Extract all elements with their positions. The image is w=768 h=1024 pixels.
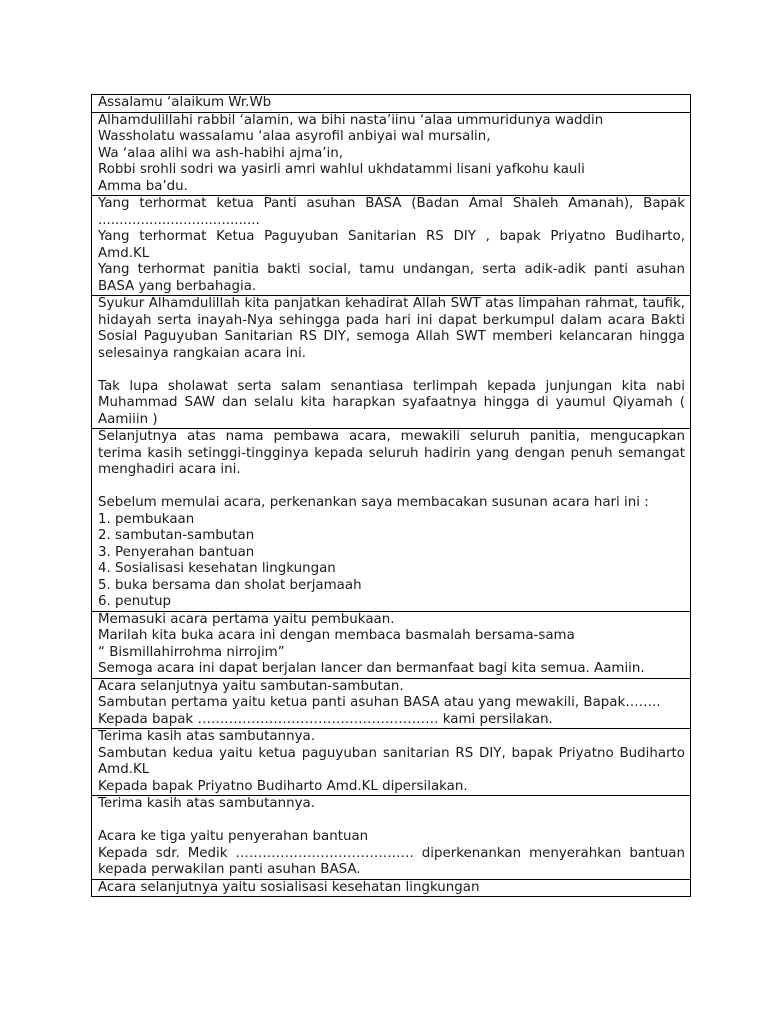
table-row: [92, 729, 691, 796]
text-line: Semoga acara ini dapat berjalan lancer dan bermanfaat bagi kita semua. Aamiin.: [98, 661, 645, 676]
table-row: [92, 429, 691, 612]
first-speech-cell: [92, 678, 691, 729]
text-line: Kepada bapak ……………………………………………… kami persilakan.: [98, 711, 553, 727]
text-line: Wa ‘alaa alihi wa ash-habihi ajma’in,: [98, 145, 343, 161]
text-paragraph: Sambutan kedua yaitu ketua paguyuban sanitarian RS DIY, bapak Priyatno Budiharto Amd.KL: [98, 745, 685, 777]
honored-guests-cell: [92, 196, 691, 296]
opening-cell: [92, 611, 691, 678]
text-line: Terima kasih atas sambutannya.: [98, 729, 315, 744]
table-row: [92, 796, 691, 880]
text-line: Alhamdulillahi rabbil ‘alamin, wa bihi nasta’iinu ‘alaa ummuridunya waddin: [98, 112, 604, 128]
health-socialization-cell: [92, 879, 691, 897]
text-paragraph: Tak lupa sholawat serta salam senantiasa terlimpah kepada junjungan kita nabi Muhammad SAW dan selalu kita harapkan syafaatnya hingga di yaumul Qiyamah ( Aamiiin ): [98, 378, 685, 427]
table-row: [92, 196, 691, 296]
event-script-table: [91, 94, 691, 897]
text-line: Acara selanjutnya yaitu sambutan-sambutan.: [98, 678, 404, 694]
text-line: Marilah kita buka acara ini dengan membaca basmalah bersama-sama: [98, 628, 575, 643]
table-row: [92, 678, 691, 729]
table-row: [92, 95, 691, 113]
text-paragraph: Selanjutnya atas nama pembawa acara, mewakili seluruh panitia, mengucapkan terima kasih setinggi-tingginya kepada seluruh hadirin yang dengan penuh semangat menghadiri acara ini.: [98, 429, 685, 477]
text-line: Amma ba’du.: [98, 178, 188, 194]
text-line: “ Bismillahirrohma nirrojim”: [98, 644, 285, 660]
text-paragraph: Kepada sdr. Medik …………………………………. diperkenankan menyerahkan bantuan kepada perwakilan panti asuhan BASA.: [98, 845, 685, 877]
blank-line: [98, 813, 685, 830]
greeting-cell: [92, 95, 691, 113]
agenda-item: 2. sambutan-sambutan: [98, 528, 255, 543]
agenda-lead: Sebelum memulai acara, perkenankan saya membacakan susunan acara hari ini :: [98, 495, 649, 510]
text-paragraph: Sambutan pertama yaitu ketua panti asuhan BASA atau yang mewakili, Bapak……..: [98, 695, 661, 710]
second-speech-cell: [92, 729, 691, 796]
text-line: Wassholatu wassalamu ‘alaa asyrofil anbiyai wal mursalin,: [98, 129, 491, 144]
agenda-item: 6. penutup: [98, 594, 171, 609]
text-line: Acara selanjutnya yaitu sosialisasi kesehatan lingkungan: [98, 879, 480, 895]
table-row: [92, 611, 691, 678]
text-paragraph: Yang terhormat panitia bakti social, tamu undangan, serta adik-adik panti asuhan BASA yang berbahagia.: [98, 262, 685, 294]
text-line: Kepada bapak Priyatno Budiharto Amd.KL dipersilakan.: [98, 778, 468, 794]
text-paragraph: Yang terhormat ketua Panti asuhan BASA (Badan Amal Shaleh Amanah), Bapak ......................................: [98, 196, 685, 228]
opening-prayer-cell: [92, 112, 691, 196]
text-paragraph: Yang terhormat Ketua Paguyuban Sanitarian RS DIY , bapak Priyatno Budiharto, Amd.KL: [98, 229, 685, 261]
text-line: Memasuki acara pertama yaitu pembukaan.: [98, 611, 395, 627]
agenda-item: 1. pembukaan: [98, 511, 195, 527]
aid-handover-cell: [92, 796, 691, 880]
table-row: [92, 112, 691, 196]
agenda-item: 5. buka bersama dan sholat berjamaah: [98, 577, 362, 593]
gratitude-cell: [92, 296, 691, 429]
text-paragraph: Syukur Alhamdulillah kita panjatkan kehadirat Allah SWT atas limpahan rahmat, taufik, hidayah serta inayah-Nya sehingga pada hari ini dapat berkumpul dalam acara Bakti Sosial Paguyuban Sanitarian RS DIY, semoga Allah SWT memberi kelancaran hingga selesainya rangkaian acara ini.: [98, 296, 685, 361]
agenda-cell: [92, 429, 691, 612]
agenda-item: 4. Sosialisasi kesehatan lingkungan: [98, 561, 336, 576]
agenda-item: 3. Penyerahan bantuan: [98, 544, 255, 560]
text-line: Acara ke tiga yaitu penyerahan bantuan: [98, 829, 369, 844]
greeting-line: Assalamu ‘alaikum Wr.Wb: [98, 95, 272, 110]
blank-line: [98, 479, 685, 496]
blank-line: [98, 362, 685, 379]
table-row: [92, 879, 691, 897]
text-line: Robbi srohli sodri wa yasirli amri wahlul ukhdatammi lisani yafkohu kauli: [98, 162, 585, 177]
text-line: Terima kasih atas sambutannya.: [98, 796, 315, 811]
table-row: [92, 296, 691, 429]
